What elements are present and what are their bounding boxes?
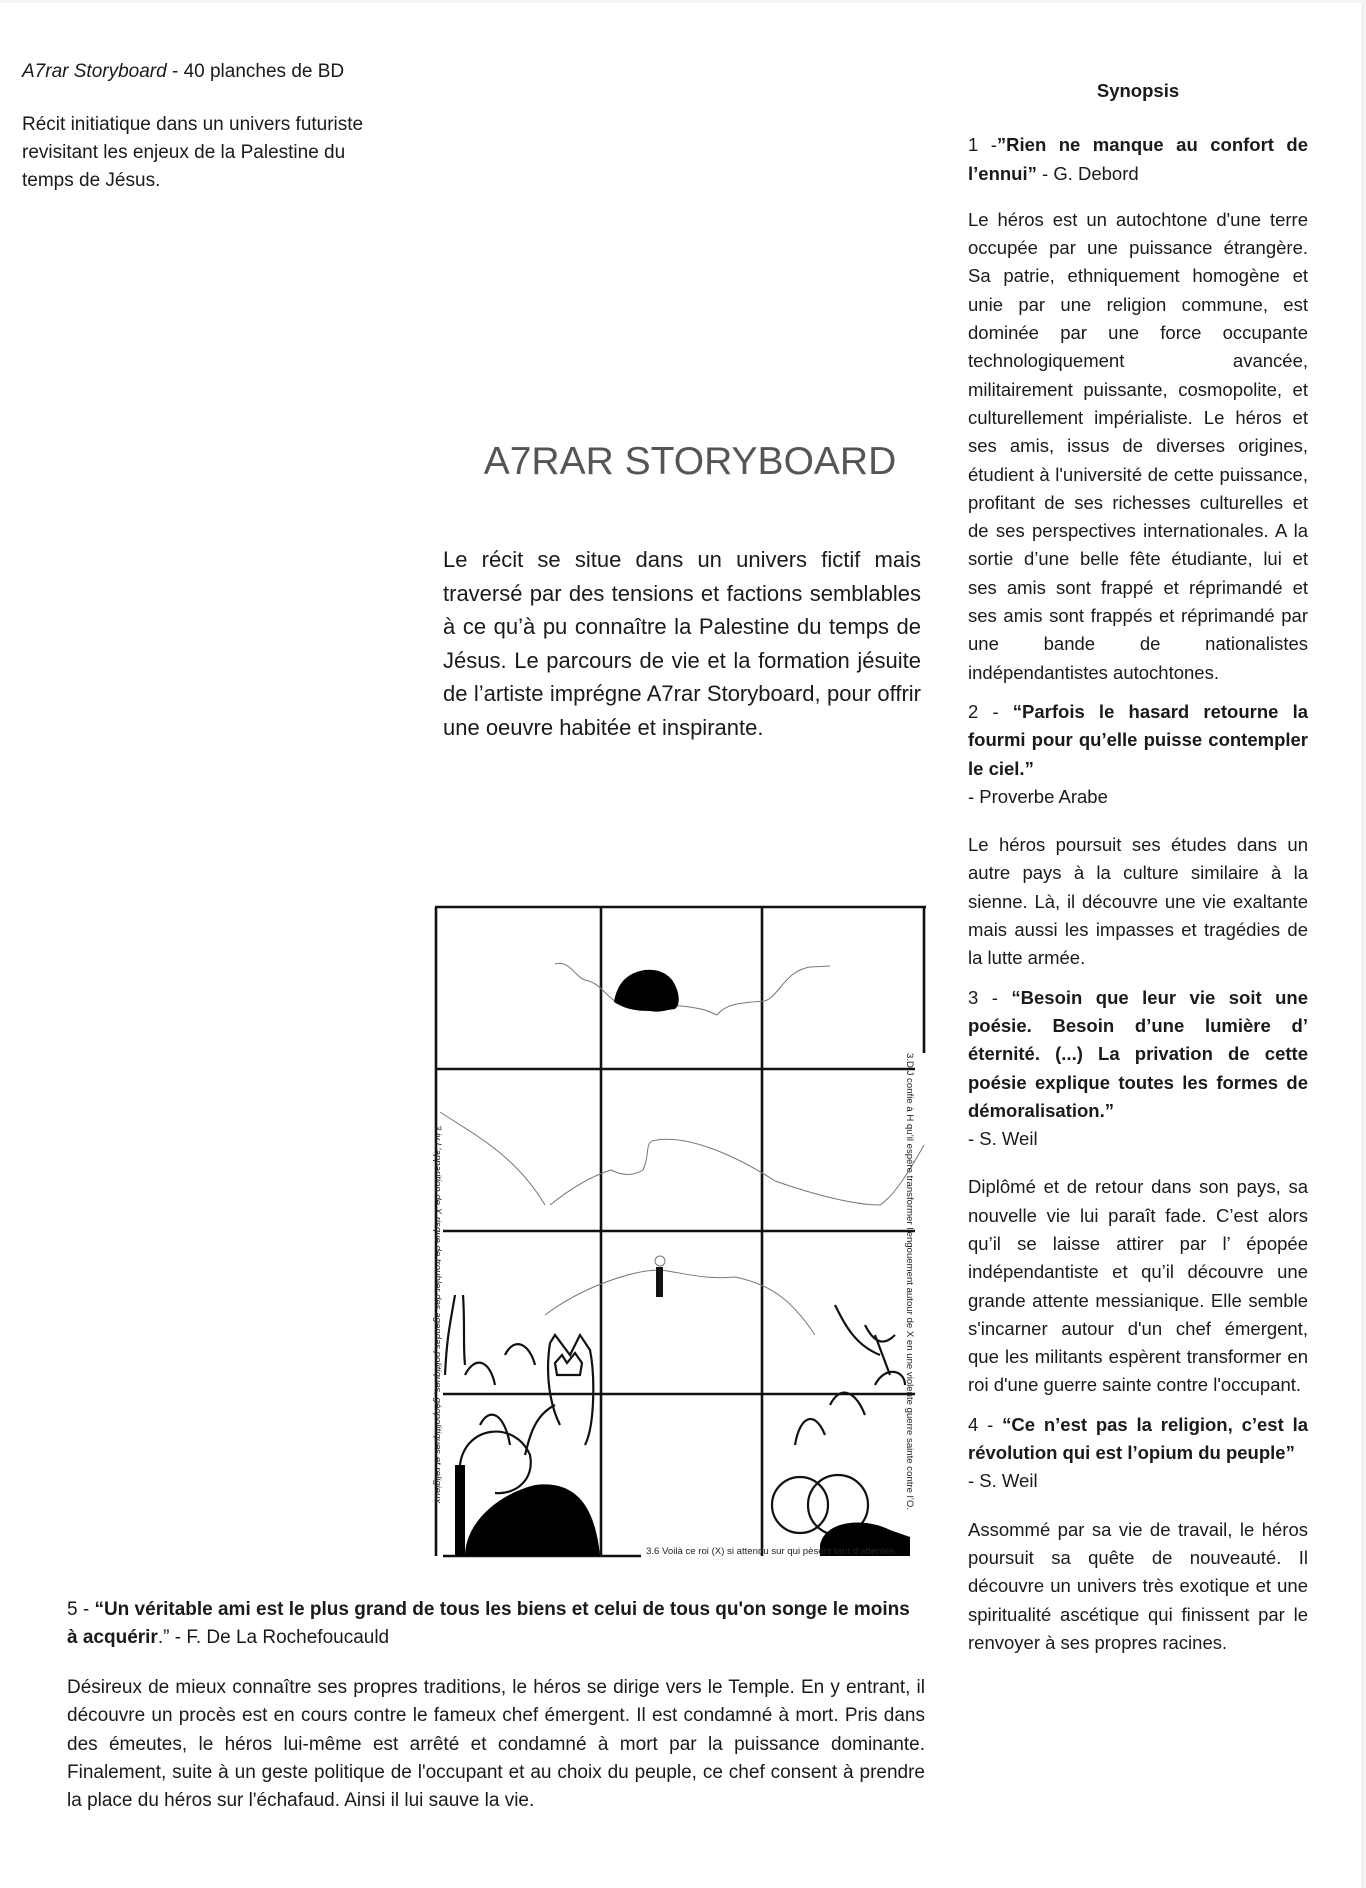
quote-text: ”Rien ne manque au confort de l’ennui”: [968, 134, 1308, 184]
hill-crest-line: [545, 1270, 815, 1335]
quote-author: - Proverbe Arabe: [968, 785, 1108, 807]
section-number: 1 -: [968, 134, 997, 156]
crowd-right: [795, 1305, 905, 1445]
section-number: 4 -: [968, 1413, 1003, 1435]
horizon-lines: [440, 963, 924, 1335]
intro-title: [22, 61, 344, 83]
quote-text: “Ce n’est pas la religion, c’est la révolution qui est l’opium du peuple”: [968, 1413, 1308, 1464]
section-number: 5 -: [67, 1599, 95, 1620]
section-number: 2 -: [968, 700, 1013, 722]
synopsis-section-3: [968, 984, 1308, 1400]
section-quote: [968, 698, 1308, 811]
quote-text: “Besoin que leur vie soit une poésie. Besoin d’une lumière d’ éternité. (...) La privation de cette poésie explique toutes les formes de démoralisation.”: [968, 986, 1308, 1121]
page-title: A7RAR STORYBOARD: [483, 440, 897, 483]
main-description: Le récit se situe dans un univers fictif mais traversé par des tensions et factions semblables à ce qu’à pu connaître la Palestine du temps de Jésus. Le parcours de vie et la formation jésuite de l’artiste imprégne A7rar Storyboard, pour offrir une oeuvre habitée et inspirante.: [443, 547, 921, 740]
crown-banner-icon: [548, 1335, 593, 1445]
section-quote: [968, 1411, 1308, 1496]
synopsis-heading: Synopsis: [1096, 80, 1180, 101]
section-body: Le héros est un autochtone d'une terre occupée par une puissance étrangère. Sa patrie, ethniquement homogène et unie par une religion commune, est dominée par une force occupante technologiquement avancée, militairement puissante, cosmopolite, et culturellement impérialiste. Le héros et ses amis, issus de diverses origines, étudient à l'université de cette puissance, profitant de ses richesses culturelles et de ses perspectives internationales. A la sortie d’une belle fête étudiante, lui et ses amis sont frappé et réprimandé et ses amis sont frappés et réprimandé par une bande de nationalistes indépendantistes autochtones.: [968, 208, 1308, 683]
storyboard-grid: [435, 907, 926, 1556]
section-quote: [968, 131, 1308, 188]
hills-line: [440, 1112, 924, 1205]
quote-text: “Un véritable ami est le plus grand de tous les biens et celui de tous qu'on songe le moins à acquérir: [67, 1599, 910, 1648]
head-outline: [460, 1432, 531, 1494]
storyboard-drawing: [435, 905, 926, 1556]
section-quote: [968, 984, 1308, 1154]
storyboard-image: [432, 905, 926, 1557]
synopsis-column: [968, 77, 1308, 1668]
section-body: Le héros poursuit ses études dans un autre pays à la culture similaire à la sienne. Là, il découvre une vie exaltante mais aussi les impasses et tragédies de la lutte armée.: [968, 834, 1308, 969]
quote-author: - G. Debord: [1036, 162, 1139, 184]
document-page: [0, 3, 1363, 1888]
lone-figure-icon: [655, 1256, 665, 1297]
quote-end: .”: [157, 1627, 175, 1648]
dark-figure: [465, 1484, 600, 1556]
intro-title-italic: A7rar Storyboard: [22, 61, 167, 82]
section-body: Désireux de mieux connaître ses propres traditions, le héros se dirige vers le Temple. En y entrant, il découvre un procès est en cours contre le fameux chef émergent. Il est condamné à mort. Pris dans des émeutes, le héros lui-même est arrêté et condamné à mort par la puissance dominante. Finalement, suite à un geste politique de l'occupant et au choix du peuple, ce chef consent à prendre la place du héros sur l'échafaud. Ainsi il lui sauve la vie.: [67, 1677, 925, 1812]
quote-author: - F. De La Rochefoucauld: [174, 1627, 390, 1648]
face-icon: [772, 1477, 828, 1533]
section-body: Diplômé et de retour dans son pays, sa nouvelle vie lui paraît fade. C’est alors qu’il se laisse attirer par l’ épopée indépendantiste et qu’il découvre une grande attente messianique. Elle semble s'incarner autour d'un chef émergent, que les militants espèrent transformer en roi d'une guerre sainte contre l'occupant.: [968, 1176, 1308, 1396]
banner-small: [445, 1295, 465, 1375]
horizon-line: [555, 963, 830, 1015]
section-quote: [67, 1596, 925, 1652]
intro-title-rest: - 40 planches de BD: [166, 61, 345, 82]
caption-left: 3.iv L’apparition de X risque de troubler des agendas politiques, géopolitiques et religieux: [432, 1125, 443, 1504]
crown-icon: [555, 1353, 582, 1375]
quote-author: - S. Weil: [968, 1470, 1038, 1492]
rifle-icon: [455, 1465, 465, 1556]
caption-right: 3.D J confie à H qu’il espère transformer l’engouement autour de X en une violente guerre sainte contre l’O.: [904, 1053, 915, 1511]
synopsis-section-2: [968, 698, 1308, 973]
black-sun-icon: [614, 970, 679, 1012]
quote-author: - S. Weil: [968, 1128, 1038, 1150]
intro-description: Récit initiatique dans un univers futuriste revisitant les enjeux de la Palestine du temps de Jésus.: [22, 114, 364, 191]
silhouettes: [455, 1465, 910, 1556]
synopsis-section-1: [968, 131, 1308, 687]
quote-text: “Parfois le hasard retourne la fourmi pour qu’elle puisse contempler le ciel.”: [968, 700, 1309, 779]
caption-bottom: 3.6 Voilà ce roi (X) si attendu sur qui pèsent tant d’attentes.: [646, 1546, 898, 1557]
section-body: Assommé par sa vie de travail, le héros poursuit sa quête de nouveauté. Il découvre un univers très exotique et une spiritualité ascétique qui finissent par le renvoyer à ses propres racines.: [968, 1518, 1308, 1653]
synopsis-section-4: [968, 1411, 1308, 1657]
section-number: 3 -: [968, 986, 1012, 1008]
synopsis-section-5: [67, 1596, 925, 1815]
raised-arm: [525, 1405, 555, 1455]
